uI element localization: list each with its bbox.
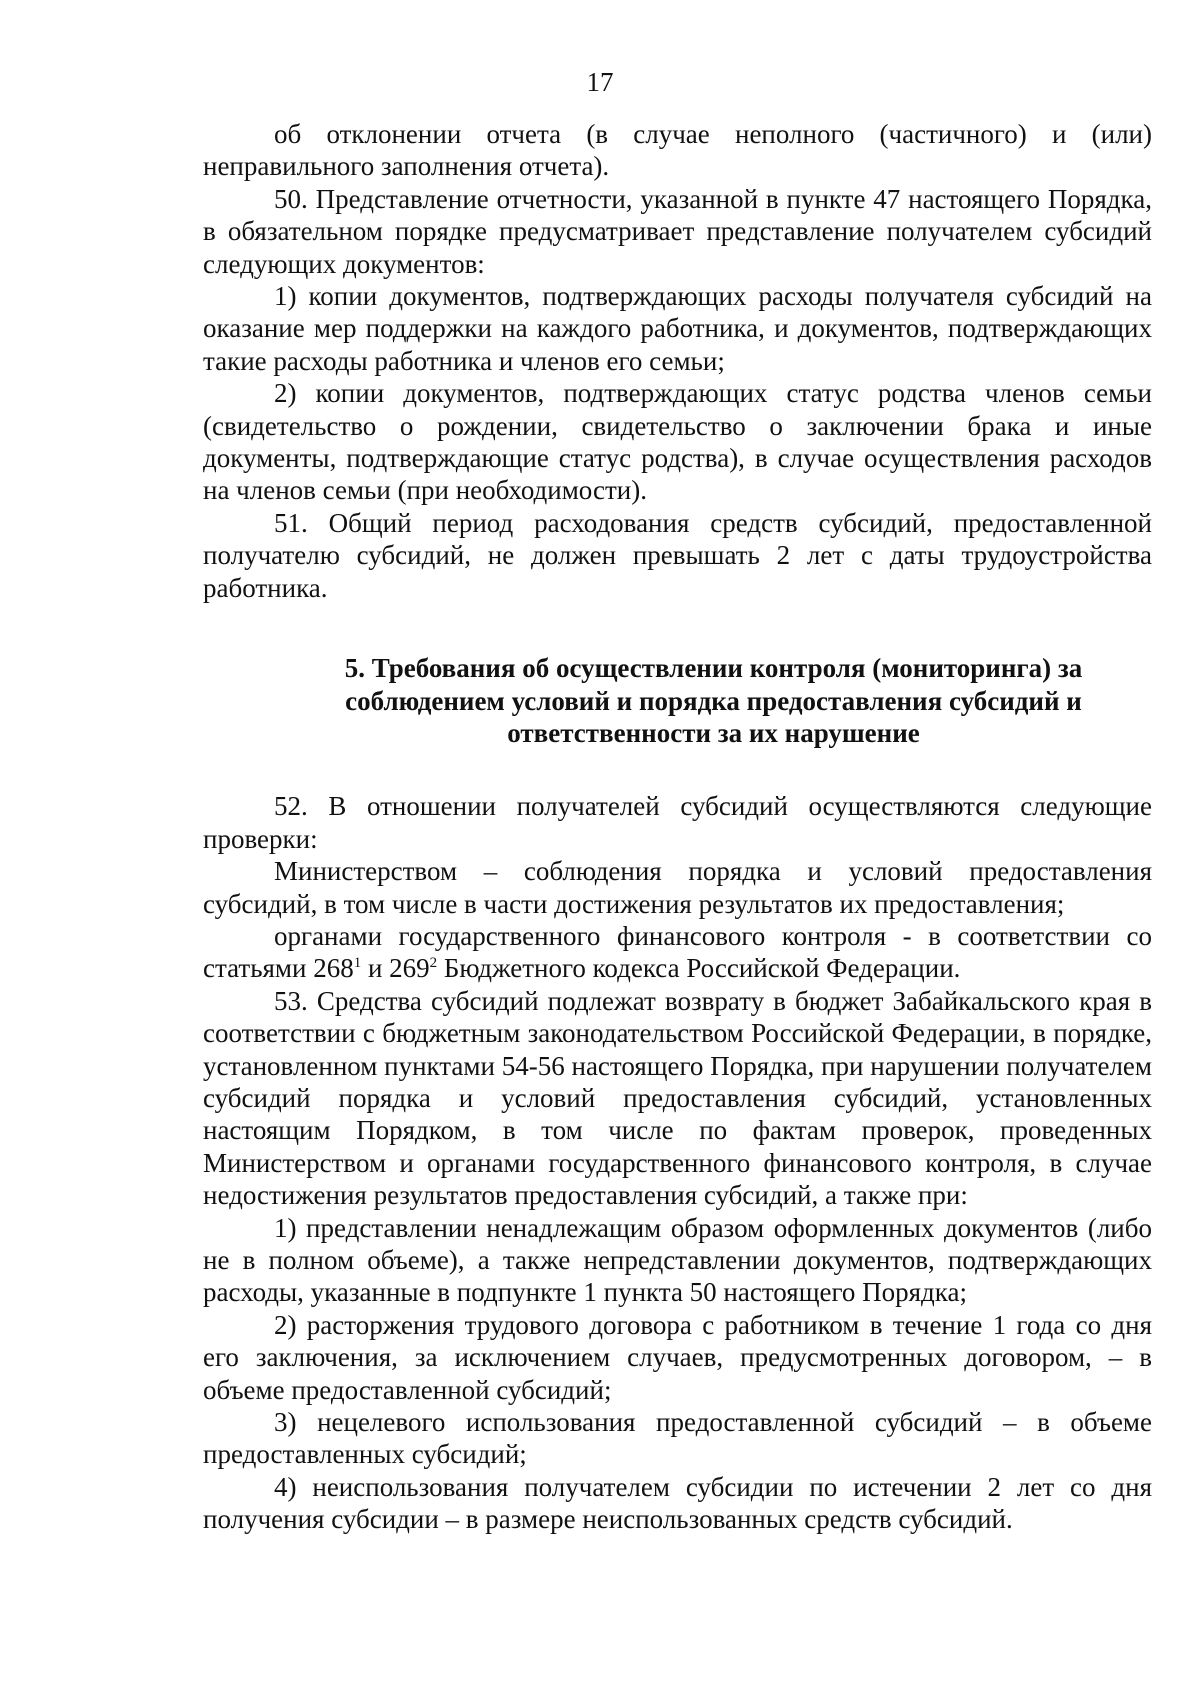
section-heading-line-2: соблюдением условий и порядка предоставления субсидий и (345, 685, 1082, 716)
document-body (203, 118, 1152, 1536)
section-heading-line-3: ответственности за их нарушение (507, 717, 920, 748)
paragraph-53: 53. Средства субсидий подлежат возврату в бюджет Забайкальского края в соответствии с бюджетным законодательством Российской Федерации, в порядке, установленном пунктами 54-56 настоящего Порядка, при нарушении получателем субсидий порядка и условий предоставления субсидий, установленных настоящим Порядком, в том числе по фактам проверок, проведенных Министерством и органами государственного финансового контроля, в случае недостижения результатов предоставления субсидий, а также при: (203, 985, 1152, 1211)
paragraph-52: 52. В отношении получателей субсидий осуществляются следующие проверки: (203, 791, 1152, 854)
section-heading (203, 652, 1152, 749)
paragraph-53-item-3: 3) нецелевого использования предоставленной субсидий – в объеме предоставленных субсидий; (203, 1407, 1152, 1470)
paragraph-52-financial-control (203, 920, 1152, 985)
statute-superscript-2: 2 (429, 955, 438, 972)
paragraph-53-item-4: 4) неиспользования получателем субсидии по истечении 2 лет со дня получения субсидии – в размере неиспользованных средств субсидий. (203, 1471, 1152, 1535)
statute-text-2: и 269 (361, 953, 430, 984)
paragraph-53-item-2: 2) расторжения трудового договора с работником в течение 1 года со дня его заключения, за исключением случаев, предусмотренных договором, – в объеме предоставленной субсидий; (203, 1309, 1152, 1405)
paragraph-50: 50. Представление отчетности, указанной в пункте 47 настоящего Порядка, в обязательном порядке предусматривает представление получателем субсидий следующих документов: (203, 183, 1152, 279)
paragraph-50-item-1: 1) копии документов, подтверждающих расходы получателя субсидий на оказание мер поддержки на каждого работника, и документов, подтверждающих такие расходы работника и членов его семьи; (203, 281, 1152, 376)
statute-text-1: органами государственного финансового контроля - в соответствии со статьями 268 (203, 920, 1152, 984)
spacer (203, 604, 1152, 652)
page-number: 17 (586, 67, 614, 97)
paragraph-50-item-2: 2) копии документов, подтверждающих статус родства членов семьи (свидетельство о рождении, свидетельство о заключении брака и иные документы, подтверждающие статус родства), в случае осуществления расходов на членов семьи (при необходимости). (203, 378, 1152, 506)
statute-superscript-1: 1 (353, 955, 362, 972)
statute-text-3: Бюджетного кодекса Российской Федерации. (437, 953, 961, 984)
paragraph-53-item-1: 1) представлении ненадлежащим образом оформленных документов (либо не в полном объеме), а также непредставлении документов, подтверждающих расходы, указанные в подпункте 1 пункта 50 настоящего Порядка; (203, 1212, 1152, 1308)
section-heading-line-1: 5. Требования об осуществлении контроля (мониторинга) за (344, 653, 1083, 684)
paragraph-51: 51. Общий период расходования средств субсидий, предоставленной получателю субсидий, не должен превышать 2 лет с даты трудоустройства работника. (203, 507, 1152, 603)
paragraph-report-rejection: об отклонении отчета (в случае неполного (частичного) и (или) неправильного заполнения отчета). (203, 119, 1152, 182)
spacer (203, 749, 1152, 790)
paragraph-52-ministry: Министерством – соблюдения порядка и условий предоставления субсидий, в том числе в части достижения результатов их предоставления; (203, 856, 1152, 919)
